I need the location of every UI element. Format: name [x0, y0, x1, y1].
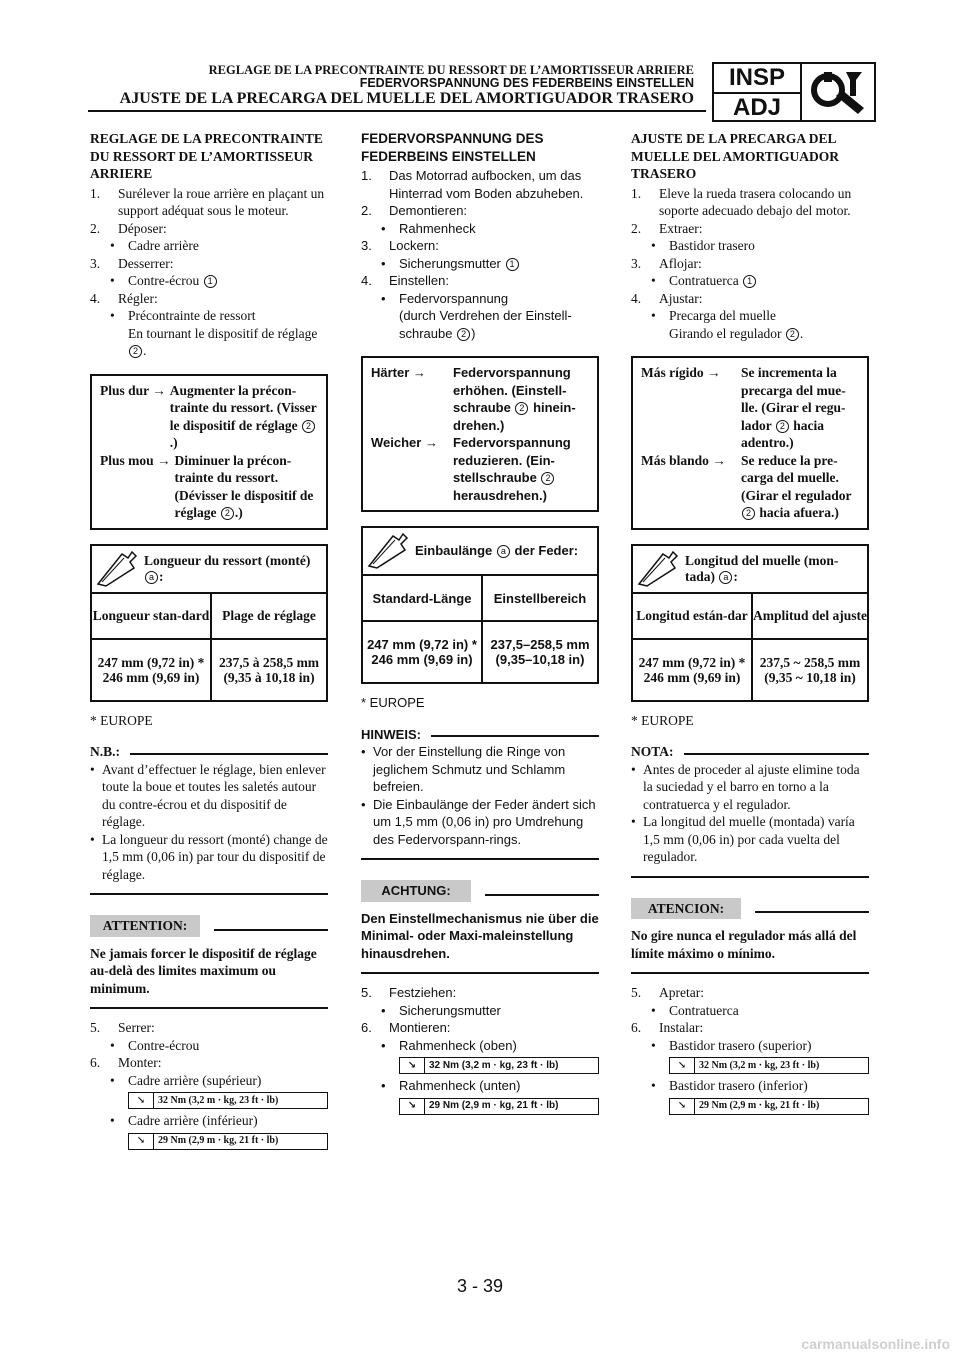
caliper-measure-icon	[363, 528, 411, 574]
fr-step-6-bullet-1: • Cadre arrière (supérieur)	[110, 1072, 262, 1088]
de-step-5-bullet: • Sicherungsmutter	[381, 1002, 501, 1018]
torque-wrench-icon: ↘	[400, 1058, 425, 1073]
fr-step-1: 1. Surélever la roue arrière en plaçant un support adéquat sous le moteur.	[90, 185, 325, 218]
de-step-6: 6. Montieren:	[361, 1020, 451, 1035]
fr-adjust-box: Plus dur → Augmenter la précon-trainte du ressort. (Visser le dispositif de réglage 2.) Plus mou → Diminuer la précon-trainte du ressort. (Dévisser le dispositif de réglage 2 .)	[90, 374, 328, 530]
fr-step-4: 4. Régler:	[90, 290, 158, 306]
column-french	[90, 130, 328, 1153]
fr-torque-2: ↘ 29 Nm (2,9 m · kg, 21 ft · lb)	[128, 1133, 328, 1150]
de-attention-text: Den Einstellmechanismus nie über die Minimal- oder Maxi-maleinstellung hinausdrehen.	[361, 910, 599, 961]
page-number: 3 - 39	[456, 1276, 504, 1296]
es-note: NOTA: • Antes de proceder al ajuste elimine toda la suciedad y el barro en torno a la contratuerca y el regulador. • La longitud del muelle (montada) varía 1,5 mm (0,06 in) por cada vuelta del regulador.	[631, 743, 869, 878]
de-step-6-bullet-1: • Rahmenheck (oben)	[381, 1037, 517, 1053]
es-step-2-bullet: • Bastidor trasero	[651, 238, 755, 253]
wrench-tools-icon	[806, 68, 866, 121]
caliper-measure-icon	[633, 546, 681, 592]
de-step-6-bullet-2: • Rahmenheck (unten)	[381, 1078, 521, 1093]
fr-step-5-bullet: • Contre-écrou	[110, 1037, 200, 1053]
de-step-2-bullet: • Rahmenheck	[381, 220, 476, 236]
fr-spec-table: Longueur du ressort (monté) a : Longueur stan-dard Plage de réglage 247 mm (9,72 in) * 246 mm (9,69 in) 237,5 à 258,5 mm (9,35 à 10,18 in)	[90, 544, 328, 702]
fr-step-2-bullet: • Cadre arrière	[110, 238, 199, 253]
torque-wrench-icon: ↘	[400, 1099, 425, 1114]
de-step-4: 4. Einstellen:	[361, 273, 449, 288]
fr-heading: REGLAGE DE LA PRECONTRAINTE DU RESSORT DE L’AMORTISSEUR ARRIERE	[90, 131, 323, 181]
badge-insp: INSP	[728, 64, 785, 91]
de-note: HINWEIS: • Vor der Einstellung die Ringe von jeglichem Schmutz und Schlamm befreien. • Die Einbaulänge der Feder ändert sich um 1,5 mm (0,06 in) pro Umdrehung des Federvorspann-rings.	[361, 726, 599, 861]
es-torque-2: ↘ 29 Nm (2,9 m · kg, 21 ft · lb)	[669, 1098, 869, 1115]
fr-step-2: 2. Déposer:	[90, 220, 167, 236]
es-attention-text: No gire nunca el regulador más allá del límite máximo o mínimo.	[631, 928, 857, 961]
de-europe: * EUROPE	[361, 695, 425, 710]
es-step-4: 4. Ajustar:	[631, 290, 703, 306]
es-step-2: 2. Extraer:	[631, 220, 703, 236]
torque-wrench-icon: ↘	[129, 1093, 154, 1108]
es-torque-1: ↘ 32 Nm (3,2 m · kg, 23 ft · lb)	[669, 1057, 869, 1074]
torque-wrench-icon: ↘	[129, 1134, 154, 1149]
de-attention: ACHTUNG:	[361, 880, 599, 902]
header-title-es: AJUSTE DE LA PRECARGA DEL MUELLE DEL AMORTIGUADOR TRASERO	[119, 90, 694, 107]
fr-step-4-bullet: • Précontrainte de ressort	[110, 308, 256, 323]
de-step-4-bullet: • Federvorspannung	[381, 290, 509, 306]
es-spec-table: Longitud del muelle (mon-tada) a : Longitud están-dar Amplitud del ajuste 247 mm (9,72 in) * 246 mm (9,69 in) 237,5 ~ 258,5 mm (9,35 ~ 10,18 in)	[631, 544, 869, 702]
caliper-measure-icon	[92, 546, 140, 592]
es-heading: AJUSTE DE LA PRECARGA DEL MUELLE DEL AMORTIGUADOR TRASERO	[631, 131, 840, 181]
de-adjust-box: Härter → Federvorspannung erhöhen. (Einstell-schraube 2 hinein-drehen.) Weicher → Federvorspannung reduzieren. (Ein-stellschraube 2 herausdrehen.)	[361, 356, 599, 512]
es-step-1: 1. Eleve la rueda trasera colocando un soporte adecuado debajo del motor.	[631, 185, 852, 218]
column-german	[361, 130, 599, 1118]
es-step-6: 6. Instalar:	[631, 1020, 704, 1035]
es-step-4-sub: Girando el regulador 2 .	[669, 325, 804, 341]
es-adjust-box: Más rígido → Se incrementa la precarga del mue-lle. (Girar el regu-lador 2 hacia adentro.) Más blando → Se reduce la pre-carga del muelle. (Girar el regulador 2 hacia afuera.)	[631, 356, 869, 530]
header-title-fr: REGLAGE DE LA PRECONTRAINTE DU RESSORT DE L’AMORTISSEUR ARRIERE	[208, 63, 694, 77]
es-step-5-bullet: • Contratuerca	[651, 1002, 739, 1018]
es-step-3-bullet: • Contratuerca 1	[631, 272, 869, 290]
fr-step-3-bullet: • Contre-écrou 1	[90, 272, 328, 290]
fr-step-6: 6. Monter:	[90, 1055, 162, 1070]
de-torque-2: ↘ 29 Nm (2,9 m · kg, 21 ft · lb)	[399, 1098, 599, 1115]
es-europe: * EUROPE	[631, 712, 694, 728]
de-step-2: 2. Demontieren:	[361, 203, 468, 218]
es-step-4-bullet: • Precarga del muelle	[651, 308, 776, 323]
de-step-5: 5. Festziehen:	[361, 985, 457, 1000]
de-step-4-sub: (durch Verdrehen der Einstell-schraube 2 )	[399, 308, 572, 341]
torque-wrench-icon: ↘	[670, 1099, 695, 1114]
de-step-3: 3. Lockern:	[361, 238, 439, 253]
de-heading: FEDERVORSPANNUNG DES FEDERBEINS EINSTELLEN	[361, 131, 544, 164]
de-spec-table: Einbaulänge a der Feder: Standard-Länge Einstellbereich 247 mm (9,72 in) * 246 mm (9,69 in) 237,5–258,5 mm (9,35–10,18 in)	[361, 526, 599, 684]
fr-step-6-bullet-2: • Cadre arrière (inférieur)	[110, 1113, 258, 1128]
de-step-3-bullet: • Sicherungsmutter 1	[361, 255, 599, 273]
fr-torque-1: ↘ 32 Nm (3,2 m · kg, 23 ft · lb)	[128, 1092, 328, 1109]
fr-attention: ATTENTION:	[90, 915, 328, 937]
badge-adj: ADJ	[714, 92, 800, 121]
fr-europe: * EUROPE	[90, 712, 153, 728]
fr-step-5: 5. Serrer:	[90, 1020, 155, 1035]
header-title-de: FEDERVORSPANNUNG DES FEDERBEINS EINSTELLEN	[359, 76, 694, 90]
footer-watermark: carmanualsonline.info	[801, 1336, 950, 1352]
de-step-1: 1. Das Motorrad aufbocken, um das Hinterrad vom Boden abzuheben.	[361, 168, 584, 201]
fr-step-4-sub: En tournant le dispositif de réglage 2 .	[128, 325, 318, 358]
insp-adj-badge	[712, 62, 876, 122]
es-step-3: 3. Aflojar:	[631, 255, 702, 271]
es-step-6-bullet-1: • Bastidor trasero (superior)	[651, 1037, 812, 1053]
es-step-6-bullet-2: • Bastidor trasero (inferior)	[651, 1078, 808, 1093]
fr-step-3: 3. Desserrer:	[90, 255, 174, 271]
de-torque-1: ↘ 32 Nm (3,2 m · kg, 23 ft · lb)	[399, 1057, 599, 1074]
fr-note: N.B.: • Avant d’effectuer le réglage, bien enlever toute la boue et toutes les saletés autour du contre-écrou et du dispositif de réglage. • La longueur du ressort (monté) change de 1,5 mm (0,06 in) par tour du dispositif de réglage.	[90, 743, 328, 895]
header-rule	[88, 110, 706, 112]
es-step-5: 5. Apretar:	[631, 985, 704, 1000]
fr-attention-text: Ne jamais forcer le dispositif de réglage au-delà des limites maximum ou minimum.	[90, 945, 317, 996]
es-attention: ATENCION:	[631, 898, 869, 920]
torque-wrench-icon: ↘	[670, 1058, 695, 1073]
column-spanish	[631, 130, 869, 1118]
